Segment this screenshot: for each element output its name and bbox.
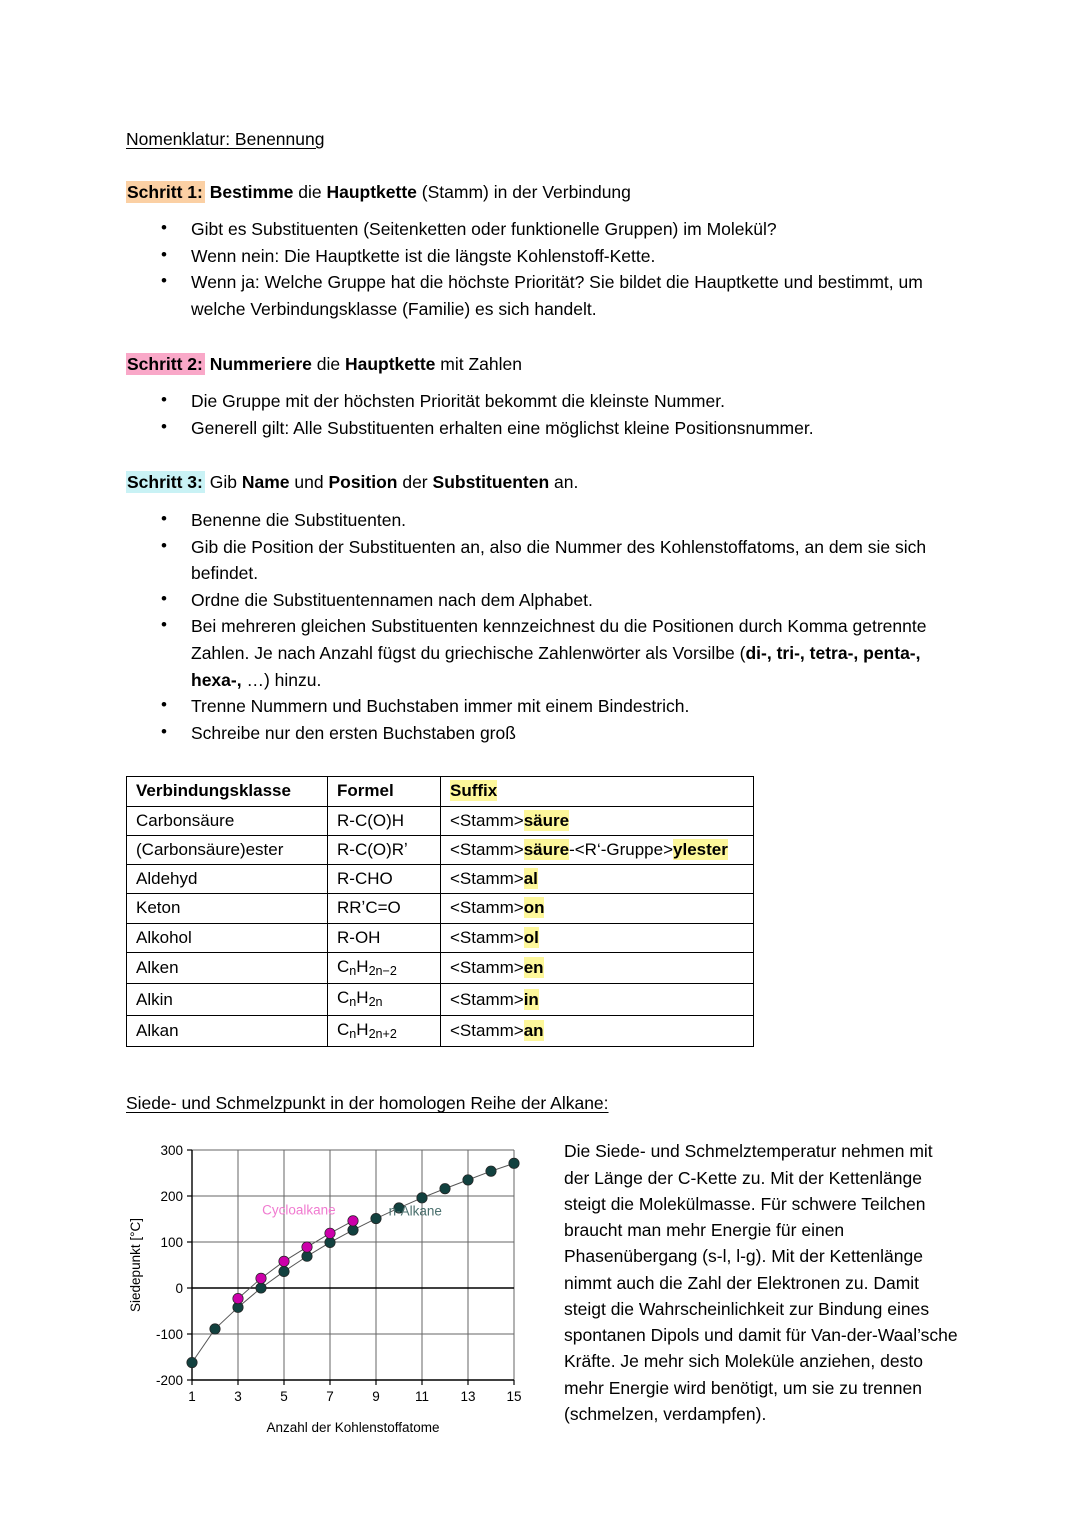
step-2-tag: Schritt 2: xyxy=(127,353,203,374)
cell-klasse: Alkan xyxy=(127,1015,328,1046)
x-axis-tick-label: 11 xyxy=(414,1389,430,1405)
step-3-text-3: der xyxy=(397,472,433,493)
step-3-keyword-3: Substituenten xyxy=(432,472,550,493)
formel-main: $C_nH_{2n-2}$ xyxy=(337,956,397,978)
step-3-bullet-list xyxy=(126,507,962,746)
column-header-formel: Formel xyxy=(328,777,441,806)
table-row xyxy=(127,835,754,864)
x-axis-tick-label: 5 xyxy=(280,1389,288,1405)
step-1-verb: Bestimme xyxy=(209,181,294,202)
cell-formel xyxy=(328,952,441,983)
list-item: • Wenn nein: Die Hauptkette ist die längste Kohlenstoff-Kette. xyxy=(126,243,962,270)
chart-explanation-text: Die Siede- und Schmelztemperatur nehmen mit der Länge der C-Kette zu. Mit der Kettenlänge steigt die Molekülmasse. Für schwere Teilchen braucht man mehr Energie für einen Phasenübergang (s-l, l-g). Mit der Kettenlänge nimmt auch die Zahl der Elektronen zu. Damit steigt die Wahrscheinlichkeit zur Bindung eines spontanen Dipols und damit für Van-der-Waal’sche Kräfte. Je mehr sich Moleküle anziehen, desto mehr Energie wird benötigt, um sie zu trennen (schmelzen, verdampfen). xyxy=(564,1141,958,1424)
cell-klasse: Alkin xyxy=(127,984,328,1015)
data-point-n-alkane xyxy=(279,1267,289,1277)
y-axis-tick-label: 100 xyxy=(160,1235,183,1251)
boiling-point-chart xyxy=(126,1138,526,1438)
suffix-ending: säure xyxy=(523,839,570,859)
suffix-ending: ol xyxy=(523,927,539,947)
data-point-n-alkane xyxy=(187,1358,197,1368)
column-header-suffix-label: Suffix xyxy=(450,781,498,801)
list-item: • Trenne Nummern und Buchstaben immer mit einem Bindestrich. xyxy=(126,693,962,720)
step-3-tag: Schritt 3: xyxy=(127,472,203,493)
y-axis-tick-label: 200 xyxy=(160,1189,183,1205)
list-item: • Die Gruppe mit der höchsten Priorität bekommt die kleinste Nummer. xyxy=(126,388,962,415)
step-3-heading xyxy=(126,471,962,495)
suffix-stem: <Stamm> xyxy=(450,869,524,889)
table-row xyxy=(127,984,754,1015)
cell-klasse: Alken xyxy=(127,952,328,983)
data-point-n-alkane xyxy=(463,1175,473,1185)
formel-subscript: 2n xyxy=(368,995,383,1010)
step-3-text-1: Gib xyxy=(209,472,242,493)
step-3-text-2: und xyxy=(289,472,329,493)
spacer xyxy=(126,441,962,471)
cell-suffix xyxy=(441,923,754,952)
suffix-ending: säure xyxy=(523,810,570,830)
formel-main: $C_nH_{2n+2}$ xyxy=(337,1019,397,1041)
cell-suffix xyxy=(441,835,754,864)
data-point-cycloalkane xyxy=(348,1216,358,1226)
chart-annotation-cycloalkane: Cycloalkane xyxy=(262,1202,336,1218)
cell-formel xyxy=(328,835,441,864)
step-3-text-4: an. xyxy=(549,472,579,493)
data-point-n-alkane xyxy=(417,1193,427,1203)
x-axis-tick-label: 1 xyxy=(188,1389,196,1405)
cell-klasse: Aldehyd xyxy=(127,865,328,894)
suffix-stem: <Stamm> xyxy=(450,898,524,918)
series-line-cycloalkane xyxy=(238,1221,353,1299)
step-2-keyword: Hauptkette xyxy=(344,353,436,374)
data-point-n-alkane xyxy=(486,1166,496,1176)
cell-suffix xyxy=(441,1015,754,1046)
data-point-n-alkane xyxy=(210,1324,220,1334)
cell-suffix xyxy=(441,894,754,923)
list-item: • Schreibe nur den ersten Buchstaben groß xyxy=(126,720,962,747)
list-item: • Benenne die Substituenten. xyxy=(126,507,962,534)
column-header-suffix xyxy=(441,777,754,806)
cell-klasse: (Carbonsäure)ester xyxy=(127,835,328,864)
cell-formel xyxy=(328,984,441,1015)
cell-klasse: Carbonsäure xyxy=(127,806,328,835)
suffix-ending: en xyxy=(523,958,544,978)
step-2-text-2: mit Zahlen xyxy=(435,353,522,374)
formel-subscript: 2n+2 xyxy=(368,1026,397,1041)
suffix-ending: al xyxy=(523,869,538,889)
data-point-n-alkane xyxy=(371,1214,381,1224)
table-row xyxy=(127,952,754,983)
formel-sub-n: n xyxy=(349,1026,357,1041)
step-2-heading xyxy=(126,353,962,377)
list-item: • Gibt es Substituenten (Seitenketten oder funktionelle Gruppen) im Molekül? xyxy=(126,216,962,243)
step-1-text-1: die xyxy=(293,181,327,202)
data-point-cycloalkane xyxy=(256,1273,266,1283)
formel-subscript: 2n−2 xyxy=(368,963,397,978)
suffix-stem: <Stamm> xyxy=(450,810,524,830)
cell-formel: R-OH xyxy=(328,923,441,952)
cell-suffix xyxy=(441,952,754,983)
table-row xyxy=(127,1015,754,1046)
prefix-group-1: di-, tri-, xyxy=(745,643,805,664)
cell-formel xyxy=(328,1015,441,1046)
data-point-cycloalkane xyxy=(325,1228,335,1238)
suffix-stem: <Stamm> xyxy=(450,989,524,1009)
data-point-n-alkane xyxy=(325,1238,335,1248)
cell-klasse: Keton xyxy=(127,894,328,923)
list-item: • Ordne die Substituentennamen nach dem Alphabet. xyxy=(126,587,962,614)
formel-sub-n: n xyxy=(349,963,357,978)
suffix-table xyxy=(126,776,754,1047)
x-axis-tick-label: 13 xyxy=(460,1389,476,1405)
step-1-text-2: (Stamm) in der Verbindung xyxy=(416,181,631,202)
cell-klasse: Alkohol xyxy=(127,923,328,952)
cell-suffix xyxy=(441,984,754,1015)
suffix-stem: <Stamm> xyxy=(450,1020,524,1040)
column-header-klasse: Verbindungsklasse xyxy=(127,777,328,806)
chart-svg xyxy=(126,1138,526,1438)
suffix-stem: <Stamm> xyxy=(450,927,524,947)
list-item-text-tail: …) hinzu. xyxy=(241,669,322,690)
data-point-n-alkane xyxy=(440,1184,450,1194)
data-point-cycloalkane xyxy=(279,1256,289,1266)
suffix-stem: <Stamm> xyxy=(450,839,524,859)
list-item: • Gib die Position der Substituenten an, also die Nummer des Kohlenstoffatoms, an dem sie sich befindet. xyxy=(126,534,962,587)
suffix-ending-2: ylester xyxy=(673,839,728,859)
formel-main: $C_nH_{2n}$ xyxy=(337,988,383,1010)
data-point-n-alkane xyxy=(509,1158,519,1168)
spacer xyxy=(126,323,962,353)
x-axis-tick-label: 15 xyxy=(506,1389,522,1405)
y-axis-tick-label: -100 xyxy=(155,1327,183,1343)
x-axis-tick-label: 7 xyxy=(326,1389,334,1405)
cell-suffix xyxy=(441,806,754,835)
cell-formel: RRʼC=O xyxy=(328,894,441,923)
suffix-middle: -<R‘-Gruppe> xyxy=(569,839,674,859)
data-point-cycloalkane xyxy=(302,1242,312,1252)
data-point-n-alkane xyxy=(348,1225,358,1235)
cell-formel: R-CHO xyxy=(328,865,441,894)
step-2-text-1: die xyxy=(311,353,345,374)
document-content xyxy=(126,128,962,1438)
step-1-bullet-list xyxy=(126,216,962,322)
suffix-ending: in xyxy=(523,989,539,1009)
list-item: • Wenn ja: Welche Gruppe hat die höchste Priorität? Sie bildet die Hauptkette und bestimmt, um welche Verbindungsklasse (Familie) es sich handelt. xyxy=(126,269,962,322)
data-point-cycloalkane xyxy=(233,1294,243,1304)
suffix-ending: on xyxy=(523,898,545,918)
page-title: Nomenklatur: Benennung xyxy=(126,129,325,149)
y-axis-tick-label: -200 xyxy=(155,1373,183,1389)
step-3-keyword-1: Name xyxy=(241,472,290,493)
formel-main: R-C(O)R xyxy=(337,839,405,859)
x-axis-tick-label: 9 xyxy=(372,1389,380,1405)
prefix-group-2: tetra-, penta-, hexa-, xyxy=(191,643,921,690)
step-2-verb: Nummeriere xyxy=(209,353,312,374)
step-3-keyword-2: Position xyxy=(328,472,398,493)
suffix-stem: <Stamm> xyxy=(450,958,524,978)
chart-row xyxy=(126,1138,962,1438)
formel-sub-n: n xyxy=(349,995,357,1010)
table-row xyxy=(127,894,754,923)
x-axis-title: Anzahl der Kohlenstoffatome xyxy=(266,1420,440,1436)
cell-suffix xyxy=(441,865,754,894)
step-1-keyword: Hauptkette xyxy=(326,181,417,202)
list-item xyxy=(126,613,962,693)
step-1-heading xyxy=(126,181,962,205)
series-line-n-alkane xyxy=(192,1164,514,1363)
list-item-text: Bei mehreren gleichen Substituenten kennzeichnest du die Positionen durch Komma getrennte Zahlen. Je nach Anzahl fügst du griechische Zahlenwörter als Vorsilbe ( xyxy=(191,616,927,664)
y-axis-tick-label: 0 xyxy=(175,1281,183,1297)
step-2-bullet-list xyxy=(126,388,962,441)
x-axis-tick-label: 3 xyxy=(234,1389,242,1405)
suffix-ending: an xyxy=(523,1020,544,1040)
chart-annotation-n-alkane: n-Alkane xyxy=(388,1203,442,1219)
data-point-n-alkane xyxy=(302,1251,312,1261)
y-axis-title: Siedepunkt [°C] xyxy=(128,1218,143,1313)
y-axis-tick-label: 300 xyxy=(160,1143,183,1159)
data-point-n-alkane xyxy=(256,1283,266,1293)
table-row xyxy=(127,923,754,952)
chart-section-heading: Siede- und Schmelzpunkt in der homologen Reihe der Alkane: xyxy=(126,1093,609,1114)
table-row xyxy=(127,806,754,835)
table-row xyxy=(127,865,754,894)
list-item: • Generell gilt: Alle Substituenten erhalten eine möglichst kleine Positionsnummer. xyxy=(126,415,962,442)
suffix-table-body xyxy=(127,777,754,1047)
step-1-tag: Schritt 1: xyxy=(127,181,203,202)
cell-formel: R-C(O)H xyxy=(328,806,441,835)
table-header-row xyxy=(127,777,754,806)
formel-prime: ʼ xyxy=(404,839,408,859)
